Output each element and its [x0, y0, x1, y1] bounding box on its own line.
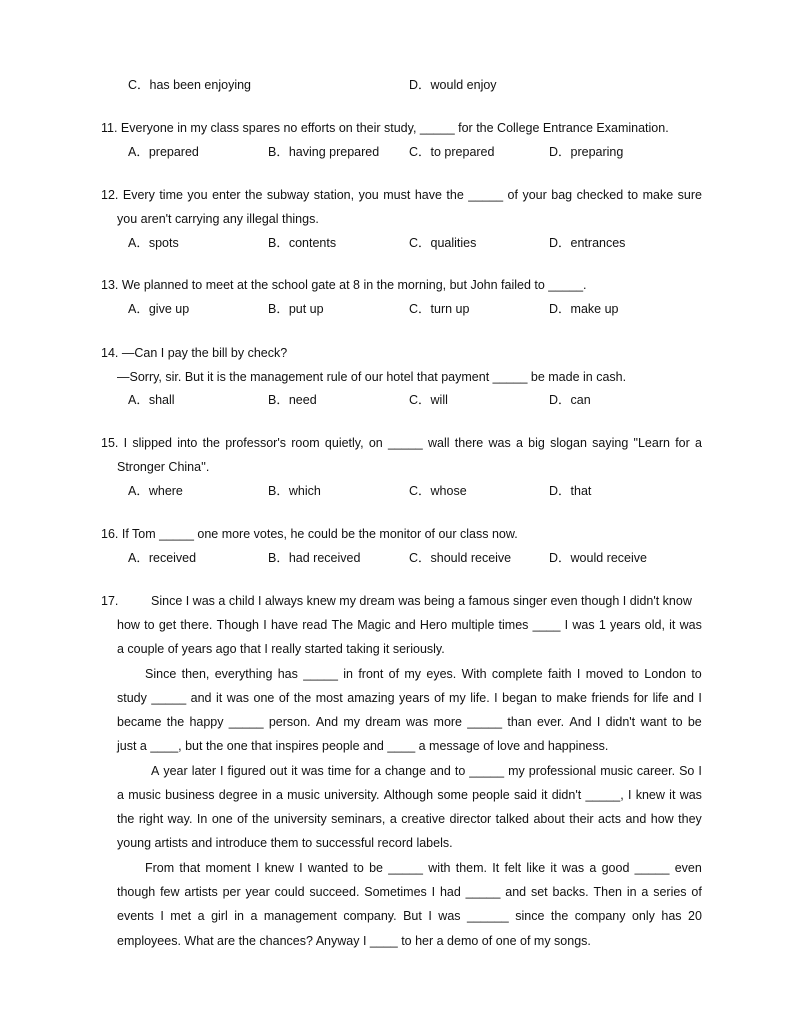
word: backs. [552, 885, 589, 899]
word: of [388, 667, 400, 681]
q13-option-a: A．give up [128, 302, 190, 316]
word: one [253, 691, 275, 705]
word: has [277, 667, 298, 681]
q16-stem: 16. If Tom _____ one more votes, he could be the monitor of our class now. [101, 527, 518, 541]
word: for [633, 691, 649, 705]
q17-p1-line1: Since I was a child I always knew my dream was being a famous singer even though I didn't know [151, 594, 692, 608]
q14-stem-line2: —Sorry, sir. But it is the management rule of our hotel that payment _____ be made in cash. [117, 370, 627, 384]
word: But [403, 909, 422, 923]
word: out [269, 764, 288, 778]
word: get [158, 618, 177, 632]
q15-option-b: B．which [268, 484, 321, 498]
word: and [394, 618, 416, 632]
word: I [431, 885, 436, 899]
word: big [528, 436, 545, 450]
word: professor's [225, 436, 286, 450]
word: was [679, 788, 702, 802]
word: in [234, 909, 244, 923]
word: to [541, 691, 552, 705]
q14-option-d: D．can [549, 393, 591, 407]
word: management [263, 909, 337, 923]
word: music [287, 788, 320, 802]
word: set [530, 885, 548, 899]
word: had [439, 885, 461, 899]
word: read [302, 618, 328, 632]
word: _____ [469, 764, 505, 778]
word: said [513, 788, 537, 802]
word: to [144, 618, 155, 632]
word: moment [205, 861, 251, 875]
word: the [202, 436, 220, 450]
word: amazing [347, 691, 395, 705]
word: faith [547, 667, 572, 681]
word: felt [504, 861, 522, 875]
word: bag [551, 188, 573, 202]
q17-p4-line4: employees. What are the chances? Anyway I ____ to her a demo of one of my songs. [117, 934, 591, 948]
word: I [255, 861, 260, 875]
word: good [601, 861, 630, 875]
word: subway [266, 188, 310, 202]
word: more [433, 715, 463, 729]
word: moved [585, 667, 624, 681]
word: It [492, 861, 500, 875]
word: _____ [387, 436, 423, 450]
word: have [270, 618, 299, 632]
q15-option-c: C．whose [409, 484, 467, 498]
word: a [389, 812, 397, 826]
word: didn't [605, 715, 636, 729]
q17-p4-line1 [145, 860, 702, 876]
word: a [275, 788, 283, 802]
word: a [641, 885, 649, 899]
word: began [502, 691, 537, 705]
word: friends [591, 691, 629, 705]
word: way. [167, 812, 193, 826]
word: your [522, 188, 547, 202]
word: company [574, 909, 626, 923]
word: my [343, 715, 361, 729]
q17-p1-line2 [117, 617, 702, 633]
word: a [117, 788, 124, 802]
word: events [117, 909, 154, 923]
word: into [177, 436, 198, 450]
word: a [373, 764, 381, 778]
word: than [507, 715, 532, 729]
word: was [438, 909, 461, 923]
q15-option-d: D．that [549, 484, 592, 498]
q14-option-b: B．need [268, 393, 317, 407]
word: to [454, 764, 466, 778]
word: for [675, 436, 690, 450]
word: _____ [303, 667, 338, 681]
q15-stem-line2: Stronger China''. [117, 460, 210, 474]
word: right [138, 812, 164, 826]
word: old, [644, 618, 665, 632]
word: time [159, 188, 183, 202]
word: acts [598, 812, 621, 826]
q17-p4-line2 [117, 884, 702, 900]
word: I [428, 909, 432, 923]
word: it [669, 618, 676, 632]
word: I [263, 618, 267, 632]
q11-option-c: C．to prepared [409, 145, 495, 159]
word: time [327, 764, 352, 778]
word: met [170, 909, 192, 923]
word: it [291, 764, 298, 778]
word: and [625, 812, 647, 826]
q17-p3-line1 [151, 763, 702, 779]
q15-option-a: A．where [128, 484, 183, 498]
word: was [488, 436, 511, 450]
word: people [472, 788, 510, 802]
word: Although [383, 788, 434, 802]
word: wall [427, 436, 450, 450]
word: you [358, 188, 379, 202]
word: Sometimes [364, 885, 427, 899]
word: most [315, 691, 343, 705]
word: was [226, 691, 249, 705]
word: series [653, 885, 687, 899]
word: in [261, 788, 272, 802]
word: of [691, 885, 702, 899]
word: though [117, 885, 156, 899]
word: how [650, 812, 674, 826]
word: music [128, 788, 161, 802]
word: have [414, 188, 442, 202]
q12-option-c: C．qualities [409, 236, 477, 250]
word: ____ [532, 618, 561, 632]
word: was [572, 618, 595, 632]
prev-option-c: C．has been enjoying [128, 78, 251, 92]
q17-p2-line3 [117, 714, 702, 730]
word: everything [214, 667, 273, 681]
word: the [446, 188, 464, 202]
word: creative [401, 812, 446, 826]
word: I [564, 618, 569, 632]
word: a [197, 909, 205, 923]
word: times [498, 618, 529, 632]
word: 20 [688, 909, 702, 923]
word: the [166, 715, 185, 729]
q16-option-b: B．had received [268, 551, 361, 565]
word: of [278, 691, 290, 705]
q13-option-d: D．make up [549, 302, 619, 316]
word: the [550, 909, 569, 923]
word: make [642, 188, 674, 202]
q17-p4-line3 [117, 908, 702, 924]
q17-p3-line3 [117, 811, 702, 827]
word: later [191, 764, 217, 778]
word: Magic [357, 618, 391, 632]
word: complete [491, 667, 543, 681]
word: artists [184, 885, 218, 899]
q17-p3-line4: young artists and introduce them to successful record labels. [117, 836, 453, 850]
word: quietly, [324, 436, 364, 450]
word: succeed. [309, 885, 360, 899]
word: and [190, 691, 212, 705]
word: I [596, 715, 601, 729]
word: was [301, 764, 324, 778]
word: From [145, 861, 175, 875]
word: degree [218, 788, 258, 802]
q16-option-c: C．should receive [409, 551, 512, 565]
word: happy [189, 715, 224, 729]
word: life. [470, 691, 490, 705]
word: and [673, 691, 694, 705]
word: be [687, 715, 702, 729]
word: I [698, 764, 702, 778]
word: room [291, 436, 320, 450]
word: I [220, 764, 224, 778]
word: front [358, 667, 384, 681]
word: became [117, 715, 162, 729]
word: them. [455, 861, 488, 875]
word: change [384, 764, 426, 778]
q11-option-b: B．having prepared [268, 145, 380, 159]
q12-stem-line1 [101, 187, 702, 203]
q13-option-b: B．put up [268, 302, 324, 316]
word: knew [264, 861, 294, 875]
word: ______ [467, 909, 509, 923]
word: I [576, 667, 581, 681]
word: my [449, 691, 466, 705]
word: Since [145, 667, 177, 681]
word: "Learn [633, 436, 670, 450]
word: London [644, 667, 686, 681]
q12-option-b: B．contents [268, 236, 337, 250]
q17-p2-line2 [117, 690, 702, 706]
word: year [245, 885, 270, 899]
word: _____ [467, 715, 503, 729]
word: some [437, 788, 468, 802]
word: then, [181, 667, 210, 681]
word: knew [635, 788, 665, 802]
word: with [428, 861, 451, 875]
word: _____, [585, 788, 624, 802]
word: and [429, 764, 451, 778]
word: there. [180, 618, 213, 632]
word: to [353, 861, 364, 875]
word: seminars, [331, 812, 386, 826]
word: to [627, 188, 639, 202]
word: a [589, 861, 597, 875]
word: figured [227, 764, 266, 778]
word: years [399, 691, 430, 705]
q11-option-d: D．preparing [549, 145, 624, 159]
word: only [631, 909, 655, 923]
q11-stem: 11. Everyone in my class spares no efforts on their study, _____ for the College Entrance Examination. [101, 121, 669, 135]
word: 1 [598, 618, 606, 632]
word: So [679, 764, 695, 778]
word: years [609, 618, 641, 632]
word: about [533, 812, 565, 826]
q13-stem: 13. We planned to meet at the school gate at 8 in the morning, but John failed to _____. [101, 278, 587, 292]
word: the [252, 812, 270, 826]
word: slogan [550, 436, 587, 450]
q12-option-a: A．spots [128, 236, 179, 250]
word: _____ [151, 691, 187, 705]
word: must [383, 188, 411, 202]
word: With [461, 667, 487, 681]
q12-option-d: D．entrances [549, 236, 626, 250]
word: they [678, 812, 702, 826]
word: of [507, 188, 518, 202]
word: ever. [536, 715, 565, 729]
word: university. [324, 788, 380, 802]
word: like [526, 861, 546, 875]
word: The [331, 618, 354, 632]
word: the [117, 812, 135, 826]
word: it [216, 691, 223, 705]
word: Then [593, 885, 622, 899]
q14-stem-line1: 14. —Can I pay the bill by check? [101, 346, 288, 360]
word: _____ [468, 188, 504, 202]
word: of [237, 812, 248, 826]
word: there [454, 436, 484, 450]
word: for [355, 764, 370, 778]
word: my [508, 764, 525, 778]
word: was [561, 861, 585, 875]
word: multiple [451, 618, 495, 632]
word: of [434, 691, 445, 705]
word: you [187, 188, 208, 202]
q14-option-a: A．shall [128, 393, 175, 407]
word: career. [636, 764, 676, 778]
word: the [293, 691, 312, 705]
word: in [626, 885, 637, 899]
q14-option-c: C．will [409, 393, 448, 407]
word: since [515, 909, 545, 923]
q12-stem-line2: you aren't carrying any illegal things. [117, 212, 319, 226]
word: eyes. [426, 667, 457, 681]
word: in [343, 667, 353, 681]
word: one [211, 812, 233, 826]
word: Every [122, 188, 155, 202]
word: how [117, 618, 140, 632]
word: person. [268, 715, 311, 729]
word: on [368, 436, 383, 450]
word: director [449, 812, 492, 826]
word: be [369, 861, 383, 875]
word: checked [576, 188, 624, 202]
word: university [273, 812, 327, 826]
q11-option-a: A．prepared [128, 145, 199, 159]
word: girl [211, 909, 228, 923]
word: I [698, 691, 702, 705]
word: has [661, 909, 682, 923]
word: business [165, 788, 215, 802]
q17-number: 17. [101, 594, 119, 608]
word: a [250, 909, 258, 923]
q16-option-a: A．received [128, 551, 197, 565]
word: talked [495, 812, 530, 826]
word: 12. [101, 188, 119, 202]
word: I [299, 861, 303, 875]
word: to [691, 667, 702, 681]
word: a [695, 436, 702, 450]
word: I [123, 436, 128, 450]
word: was [406, 715, 429, 729]
word: Hero [419, 618, 448, 632]
q16-option-d: D．would receive [549, 551, 647, 565]
word: 15. [101, 436, 119, 450]
word: company. [343, 909, 397, 923]
word: _____ [388, 861, 424, 875]
word: I [494, 691, 498, 705]
word: a [515, 436, 523, 450]
word: to [628, 667, 639, 681]
word: In [196, 812, 208, 826]
word: make [556, 691, 587, 705]
word: Though [216, 618, 260, 632]
word: _____ [228, 715, 264, 729]
word: even [674, 861, 702, 875]
word: per [222, 885, 241, 899]
word: dream [365, 715, 401, 729]
word: it [541, 788, 548, 802]
word: And [315, 715, 339, 729]
word: it [550, 861, 557, 875]
word: wanted [307, 861, 349, 875]
q17-p1-line3: a couple of years ago that I really started taking it seriously. [117, 642, 445, 656]
word: I [627, 788, 632, 802]
word: and [505, 885, 527, 899]
word: professional [528, 764, 597, 778]
q15-stem-line1 [101, 435, 702, 451]
word: was [679, 618, 702, 632]
word: their [569, 812, 594, 826]
word: that [179, 861, 201, 875]
word: want [640, 715, 667, 729]
word: _____ [465, 885, 501, 899]
word: slipped [132, 436, 172, 450]
word: music [600, 764, 633, 778]
word: I [160, 909, 164, 923]
q17-p2-line1 [145, 666, 702, 682]
word: my [404, 667, 422, 681]
word: the [245, 188, 263, 202]
prev-option-d: D．would enjoy [409, 78, 497, 92]
word: A [151, 764, 160, 778]
word: And [569, 715, 592, 729]
word: few [160, 885, 180, 899]
word: sure [677, 188, 702, 202]
word: to [672, 715, 683, 729]
q17-p3-line2 [117, 787, 702, 803]
word: year [163, 764, 188, 778]
word: it [669, 788, 676, 802]
word: life [652, 691, 669, 705]
word: station, [313, 188, 355, 202]
word: saying [592, 436, 629, 450]
q13-option-c: C．turn up [409, 302, 470, 316]
word: enter [212, 188, 241, 202]
word: _____ [634, 861, 670, 875]
word: didn't [551, 788, 582, 802]
word: study [117, 691, 147, 705]
q17-p2-line4: just a ____, but the one that inspires people and ____ a message of love and happiness. [117, 739, 609, 753]
word: could [274, 885, 305, 899]
